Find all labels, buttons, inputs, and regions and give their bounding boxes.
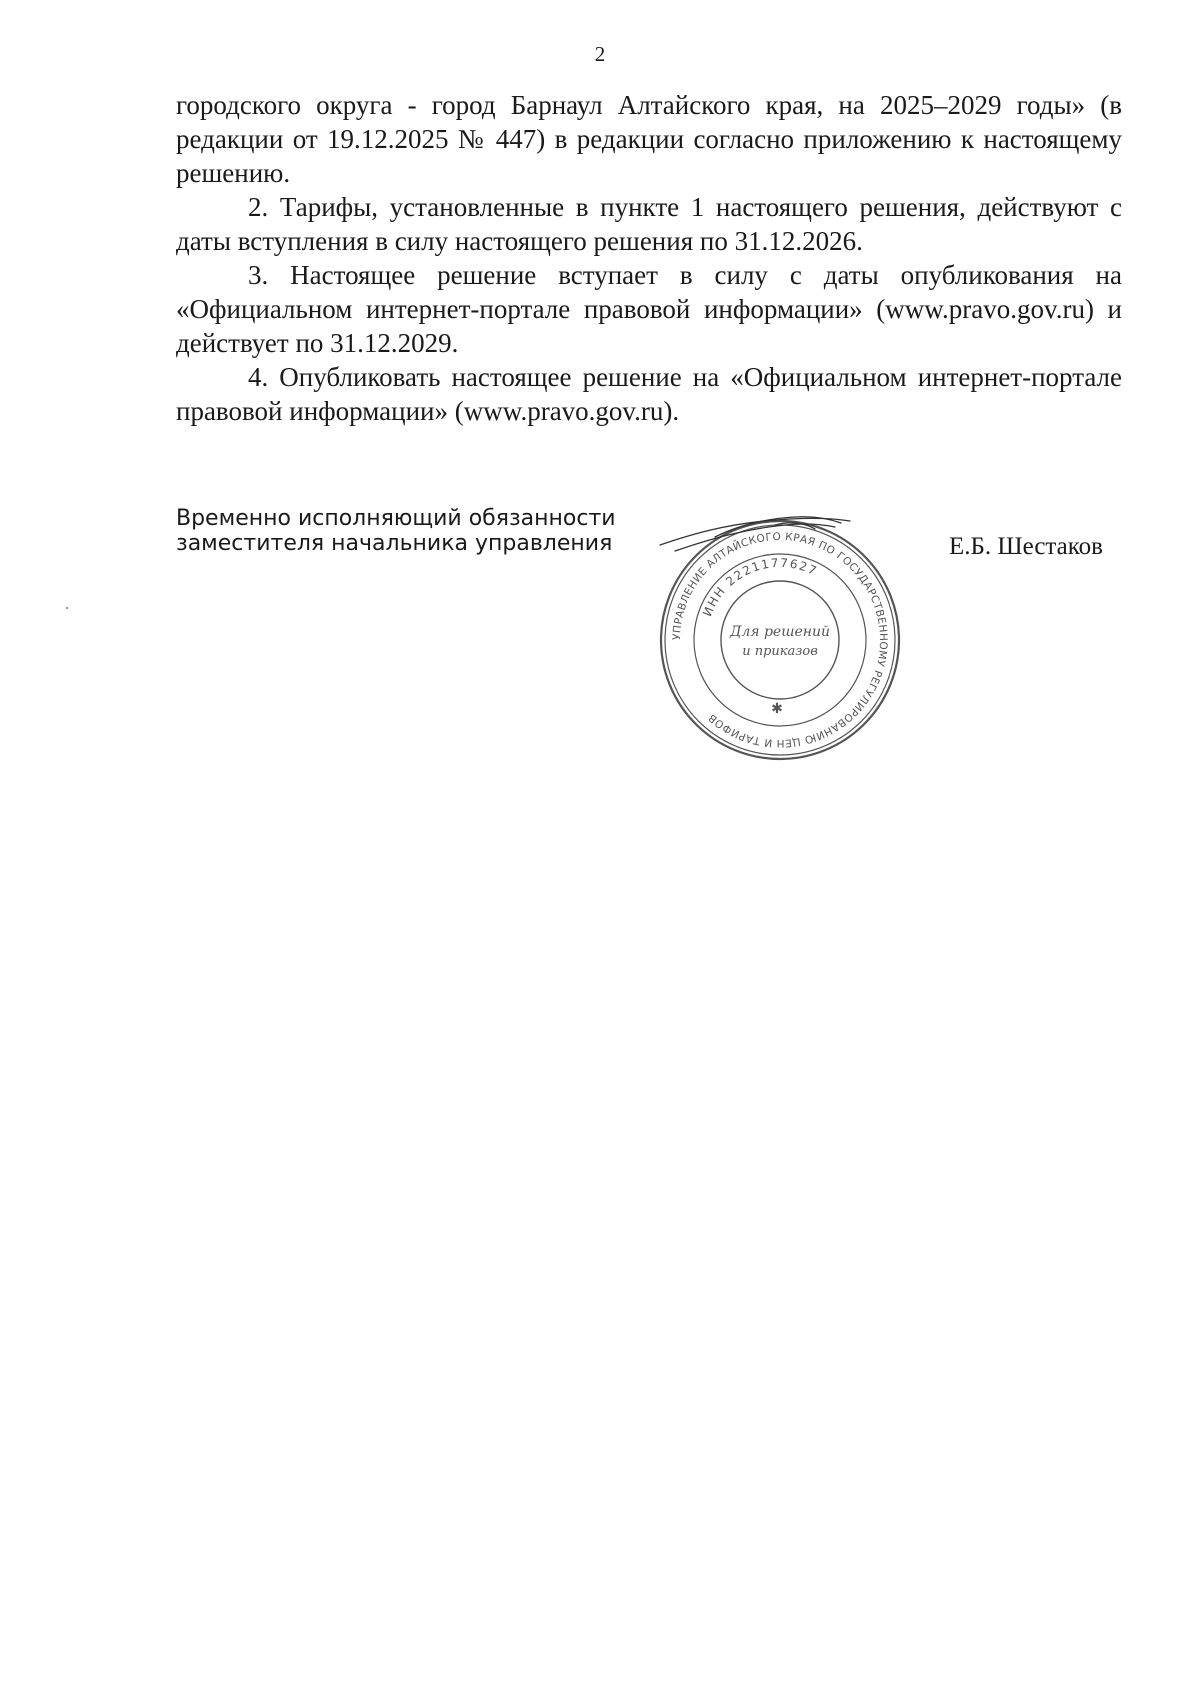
stamp-outer-ring xyxy=(661,521,899,759)
stamp-center-line-2: и приказов xyxy=(742,644,818,659)
signatory-name: Е.Б. Шестаков xyxy=(949,533,1103,560)
page-number: 2 xyxy=(594,42,606,66)
signatory-position xyxy=(176,506,616,556)
stamp-center-line-1: Для решений xyxy=(729,624,831,640)
stamp-outer-text: УПРАВЛЕНИЕ АЛТАЙСКОГО КРАЯ ПО ГОСУДАРСТВЕННОМУ РЕГУЛИРОВАНИЮ ЦЕН И ТАРИФОВ xyxy=(670,530,890,750)
stamp-inner-ring xyxy=(721,581,839,699)
paragraph-continuation: городского округа - город Барнаул Алтайского края, на 2025–2029 годы» (в редакции от 19.12.2025 № 447) в редакции согласно приложению к настоящему решению. xyxy=(176,90,1122,188)
stamp-outer-ring-2 xyxy=(665,525,895,755)
scan-speck xyxy=(66,607,68,609)
document-body xyxy=(176,88,1122,428)
svg-text:ИНН 2221177627 xyxy=(700,556,820,619)
paragraph-4: 4. Опубликовать настоящее решение на «Официальном интернет-портале правовой информации» (www.pravo.gov.ru). xyxy=(176,362,1122,426)
stamp-inn-text: ИНН 2221177627 xyxy=(700,555,820,619)
official-stamp xyxy=(655,515,905,765)
stamp-star-icon: ✱ xyxy=(771,701,783,717)
signatory-position-line-2: заместителя начальника управления xyxy=(176,531,613,556)
paragraph-3: 3. Настоящее решение вступает в силу с даты опубликования на «Официальном интернет-портале правовой информации» (www.pravo.gov.ru) и действует по 31.12.2029. xyxy=(176,260,1122,358)
paragraph-2: 2. Тарифы, установленные в пункте 1 настоящего решения, действуют с даты вступления в силу настоящего решения по 31.12.2026. xyxy=(176,192,1122,256)
signatory-position-line-1: Временно исполняющий обязанности xyxy=(176,506,616,531)
